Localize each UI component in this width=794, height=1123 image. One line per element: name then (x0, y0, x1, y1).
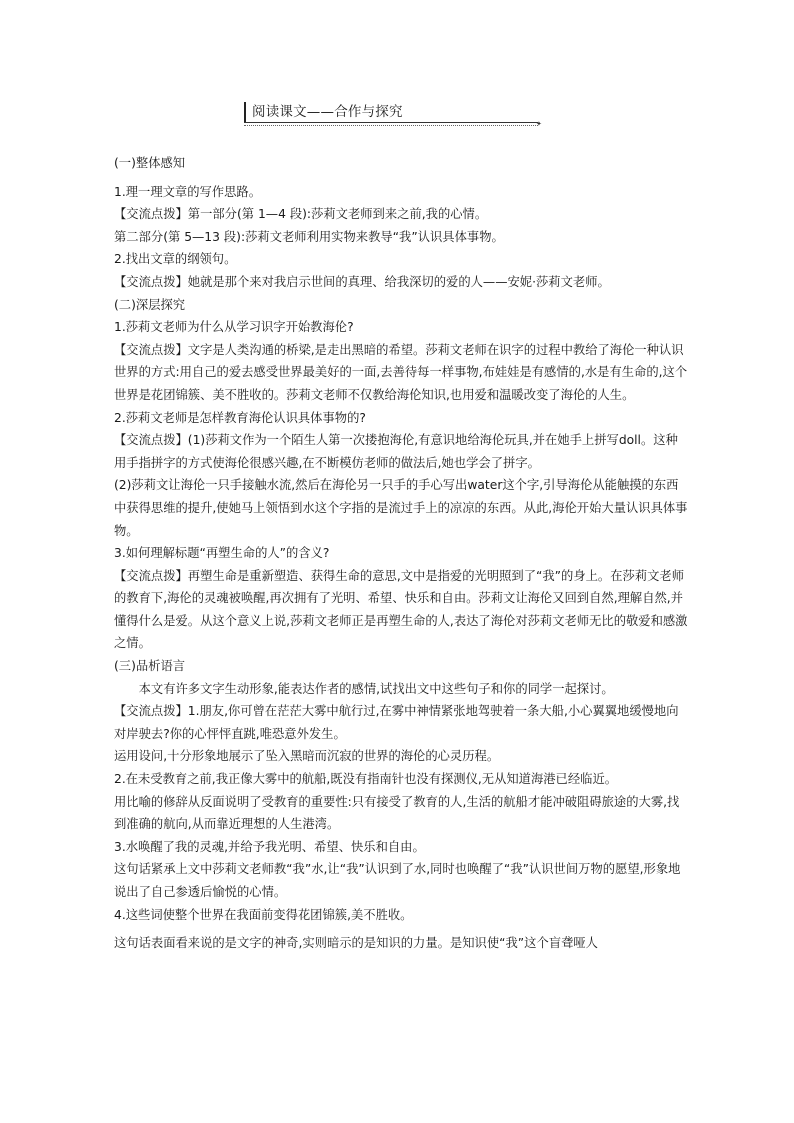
question-1: 1.莎莉文老师为什么从学习识字开始教海伦? (114, 320, 354, 335)
answer-paragraph: 【交流点拨】文字是人类沟通的桥梁,是走出黑暗的希望。莎莉文老师在识字的过程中教给了海伦一种认识世界的方式:用自己的爱去感受世界最美好的一面,去善待每一样事物,布娃娃是有感情的,水是有生命的,这个世界是花团锦簇、美不胜收的。莎莉文老师不仅教给海伦知识,也用爱和温暖改变了海伦的人生。 (114, 342, 688, 402)
example-sentence: 4.这些词使整个世界在我面前变得花团锦簇,美不胜收。 (114, 907, 413, 922)
document-body (114, 152, 688, 955)
example-sentence: 2.在未受教育之前,我正像大雾中的航船,既没有指南针也没有探测仪,无从知道海港已经临近。 (114, 772, 618, 787)
header-dotted-underline (244, 125, 538, 126)
question-3: 3.如何理解标题“再塑生命的人”的含义? (114, 546, 330, 561)
section-heading-overall: (一)整体感知 (114, 156, 186, 170)
analysis-paragraph: 这句话紧承上文中莎莉文老师教“我”水,让“我”认识到了水,同时也唤醒了“我”认识世间万物的愿望,形象地说出了自己参透后愉悦的心情。 (114, 862, 681, 899)
answer-paragraph: (2)莎莉文让海伦一只手接触水流,然后在海伦另一只手的手心写出water这个字,引导海伦从能触摸的东西中获得思维的提升,使她马上领悟到水这个字指的是流过手上的凉凉的东西。从此,海伦开始大量认识具体事物。 (114, 478, 688, 538)
question-2: 2.找出文章的纲领句。 (114, 252, 237, 267)
analysis-paragraph: 这句话表面看来说的是文字的神奇,实则暗示的是知识的力量。是知识使“我”这个盲聋哑人 (114, 936, 598, 951)
example-sentence: 3.水唤醒了我的灵魂,并给予我光明、希望、快乐和自由。 (114, 839, 425, 854)
question-1: 1.理一理文章的写作思路。 (114, 184, 261, 199)
instruction-paragraph: 本文有许多文字生动形象,能表达作者的感情,试找出文中这些句子和你的同学一起探讨。 (138, 681, 614, 696)
header-left-bar (244, 102, 246, 122)
section-heading-deep: (二)深层探究 (114, 297, 186, 312)
section-title: 阅读课文——合作与探究 (252, 104, 403, 120)
answer-paragraph: 【交流点拨】1.朋友,你可曾在茫茫大雾中航行过,在雾中神情紧张地驾驶着一条大船,小心翼翼地缓慢地向对岸驶去?你的心怦怦直跳,唯恐意外发生。 (114, 704, 679, 741)
answer-paragraph: 【交流点拨】她就是那个来对我启示世间的真理、给我深切的爱的人——安妮·莎莉文老师。 (114, 274, 610, 289)
answer-paragraph: 【交流点拨】再塑生命是重新塑造、获得生命的意思,文中是指爱的光明照到了“我”的身上。在莎莉文老师的教育下,海伦的灵魂被唤醒,再次拥有了光明、希望、快乐和自由。莎莉文让海伦又回到自然,理解自然,并懂得什么是爱。从这个意义上说,莎莉文老师正是再塑生命的人,表达了海伦对莎莉文老师无比的敬爱和感激之情。 (114, 568, 688, 651)
answer-paragraph: 第二部分(第 5—13 段):莎莉文老师利用实物来教导“我”认识具体事物。 (114, 229, 504, 244)
analysis-paragraph: 运用设问,十分形象地展示了坠入黑暗而沉寂的世界的海伦的心灵历程。 (114, 749, 500, 764)
analysis-paragraph: 用比喻的修辞从反面说明了受教育的重要性:只有接受了教育的人,生活的航船才能冲破阻碍旅途的大雾,找到准确的航向,从而靠近理想的人生港湾。 (114, 794, 680, 832)
answer-paragraph: 【交流点拨】第一部分(第 1—4 段):莎莉文老师到来之前,我的心情。 (114, 207, 488, 222)
header-end-mark: ✦ (536, 120, 542, 128)
section-header (244, 102, 542, 128)
answer-paragraph: 【交流点拨】(1)莎莉文作为一个陌生人第一次搂抱海伦,有意识地给海伦玩具,并在她手上拼写doll。这种用手指拼字的方式使海伦很感兴趣,在不断模仿老师的做法后,她也学会了拼字。 (114, 433, 678, 470)
header-underline (244, 122, 538, 123)
question-2: 2.莎莉文老师是怎样教育海伦认识具体事物的? (114, 410, 366, 425)
section-heading-language: (三)品析语言 (114, 659, 186, 674)
